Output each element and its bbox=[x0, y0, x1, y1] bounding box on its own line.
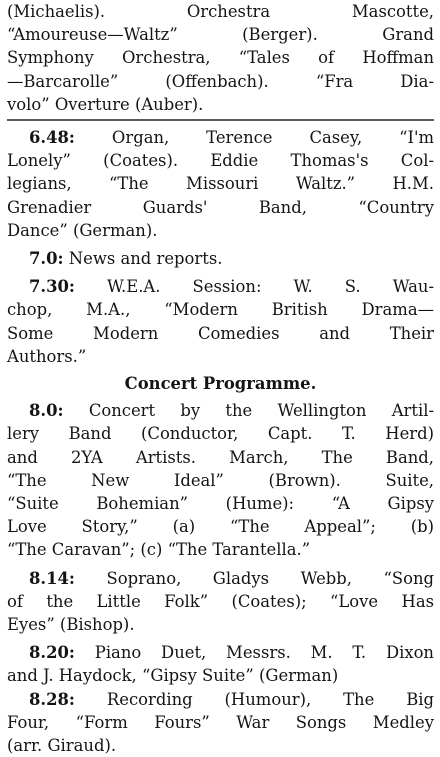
programme-entry bbox=[7, 275, 434, 368]
text-line: “Amoureuse—Waltz” (Berger). Grand bbox=[7, 25, 434, 45]
text-line: —Barcarolle” (Offenbach). “Fra Dia- bbox=[7, 71, 434, 91]
programme-entry bbox=[7, 247, 434, 270]
text-line: lery Band (Conductor, Capt. T. Herd) bbox=[7, 424, 434, 444]
text-line: chop, M.A., “Modern British Drama— bbox=[7, 300, 434, 320]
entry-time: 6.48: bbox=[29, 128, 75, 148]
programme-entry bbox=[7, 126, 434, 242]
entry-text: News and reports. bbox=[63, 249, 223, 269]
text-line: Some Modern Comedies and Their bbox=[7, 323, 434, 343]
entry-text: Recording (Humour), The Big bbox=[74, 689, 434, 709]
programme-entry bbox=[7, 641, 434, 687]
entry-time: 8.28: bbox=[29, 689, 75, 709]
text-line: “The Caravan”; (c) “The Tarantella.” bbox=[7, 540, 311, 560]
text-line: and J. Haydock, “Gipsy Suite” (German) bbox=[7, 666, 339, 686]
entry-first-line bbox=[7, 126, 434, 149]
entry-time: 8.0: bbox=[29, 401, 64, 421]
programme-entry bbox=[7, 399, 434, 561]
text-line: Authors.” bbox=[7, 346, 87, 366]
text-line: Four, “Form Fours” War Songs Medley bbox=[7, 712, 434, 732]
text-line: (Michaelis). Orchestra Mascotte, bbox=[7, 2, 434, 21]
text-line: Dance” (German). bbox=[7, 220, 158, 240]
entry-first-line bbox=[7, 399, 434, 422]
entry-first-line bbox=[7, 641, 434, 664]
text-line: legians, “The Missouri Waltz.” H.M. bbox=[7, 174, 434, 194]
entry-text: Piano Duet, Messrs. M. T. Dixon bbox=[74, 643, 434, 663]
text-line: Eyes” (Bishop). bbox=[7, 615, 135, 635]
entry-first-line bbox=[7, 688, 434, 711]
text-line: volo” Overture (Auber). bbox=[7, 94, 204, 114]
text-line: and 2YA Artists. March, The Band, bbox=[7, 447, 434, 467]
text-line: (arr. Giraud). bbox=[7, 736, 117, 756]
entry-first-line bbox=[7, 275, 434, 298]
text-line: “The New Ideal” (Brown). Suite, bbox=[7, 470, 434, 490]
text-line: of the Little Folk” (Coates); “Love Has bbox=[7, 591, 434, 611]
text-line: Lonely” (Coates). Eddie Thomas's Col- bbox=[7, 151, 434, 171]
text-line: Symphony Orchestra, “Tales of Hoffman bbox=[7, 48, 434, 68]
entry-text: Soprano, Gladys Webb, “Song bbox=[74, 568, 434, 588]
intro-paragraph bbox=[7, 0, 434, 116]
entry-time: 8.20: bbox=[29, 643, 75, 663]
entry-text: Organ, Terence Casey, “I'm bbox=[74, 128, 434, 148]
text-line: Grenadier Guards' Band, “Country bbox=[7, 197, 434, 217]
entry-text: W.E.A. Session: W. S. Wau- bbox=[74, 277, 434, 297]
entry-first-line bbox=[7, 567, 434, 590]
programme-entry bbox=[7, 567, 434, 637]
text-line: “Suite Bohemian” (Hume): “A Gipsy bbox=[7, 494, 434, 514]
section-heading: Concert Programme. bbox=[124, 374, 317, 394]
entry-first-line bbox=[7, 247, 434, 270]
entry-time: 7.0: bbox=[29, 249, 64, 269]
entry-text: Concert by the Wellington Artil- bbox=[63, 401, 434, 421]
text-line: Love Story,” (a) “The Appeal”; (b) bbox=[7, 517, 434, 537]
entry-time: 7.30: bbox=[29, 277, 75, 297]
entry-time: 8.14: bbox=[29, 568, 75, 588]
divider-rule bbox=[7, 119, 434, 121]
